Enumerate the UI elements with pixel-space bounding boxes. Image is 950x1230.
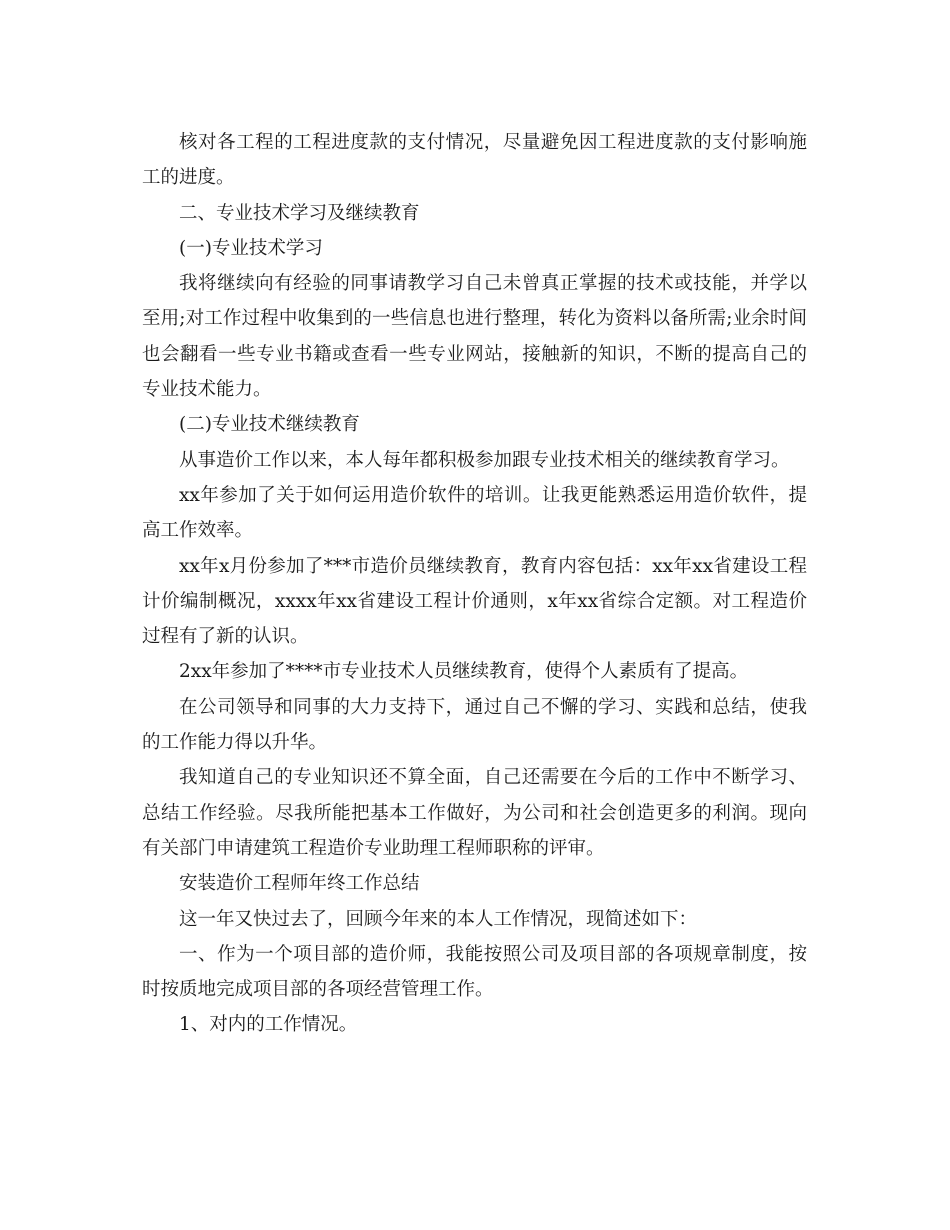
- paragraph: 从事造价工作以来，本人每年都积极参加跟专业技术相关的继续教育学习。: [179, 449, 790, 471]
- paragraph: xx年x月份参加了***市造价员继续教育，教育内容包括：xx年xx省建设工程计价编制概况，xxxx年xx省建设工程计价通则，x年xx省综合定额。对工程造价过程有了新的认识。: [142, 555, 807, 648]
- paragraph: 一、作为一个项目部的造价师，我能按照公司及项目部的各项规章制度，按时按质地完成项目部的各项经营管理工作。: [142, 943, 807, 1001]
- document-body: [142, 125, 807, 1043]
- paragraph: 2xx年参加了****市专业技术人员继续教育，使得个人素质有了提高。: [179, 661, 749, 683]
- paragraph: 我知道自己的专业知识还不算全面，自己还需要在今后的工作中不断学习、总结工作经验。尽我所能把基本工作做好，为公司和社会创造更多的利润。现向有关部门申请建筑工程造价专业助理工程师职称的评审。: [142, 767, 807, 859]
- paragraph: 核对各工程的工程进度款的支付情况，尽量避免因工程进度款的支付影响施工的进度。: [142, 132, 807, 189]
- list-item: 1、对内的工作情况。: [179, 1014, 358, 1036]
- paragraph: xx年参加了关于如何运用造价软件的培训。让我更能熟悉运用造价软件，提高工作效率。: [142, 484, 807, 542]
- paragraph: 在公司领导和同事的大力支持下，通过自己不懈的学习、实践和总结，使我的工作能力得以升华。: [142, 696, 807, 754]
- subsection-heading: (一)专业技术学习: [179, 237, 323, 259]
- paragraph: 这一年又快过去了，回顾今年来的本人工作情况，现简述如下：: [179, 908, 698, 930]
- document-subtitle: 安装造价工程师年终工作总结: [179, 873, 420, 895]
- paragraph: 我将继续向有经验的同事请教学习自己未曾真正掌握的技术或技能，并学以至用;对工作过程中收集到的一些信息也进行整理，转化为资料以备所需;业余时间也会翻看一些专业书籍或查看一些专业网站，接触新的知识，不断的提高自己的专业技术能力。: [142, 273, 807, 401]
- subsection-heading: (二)专业技术继续教育: [179, 414, 360, 436]
- section-heading: 二、专业技术学习及继续教育: [179, 202, 420, 224]
